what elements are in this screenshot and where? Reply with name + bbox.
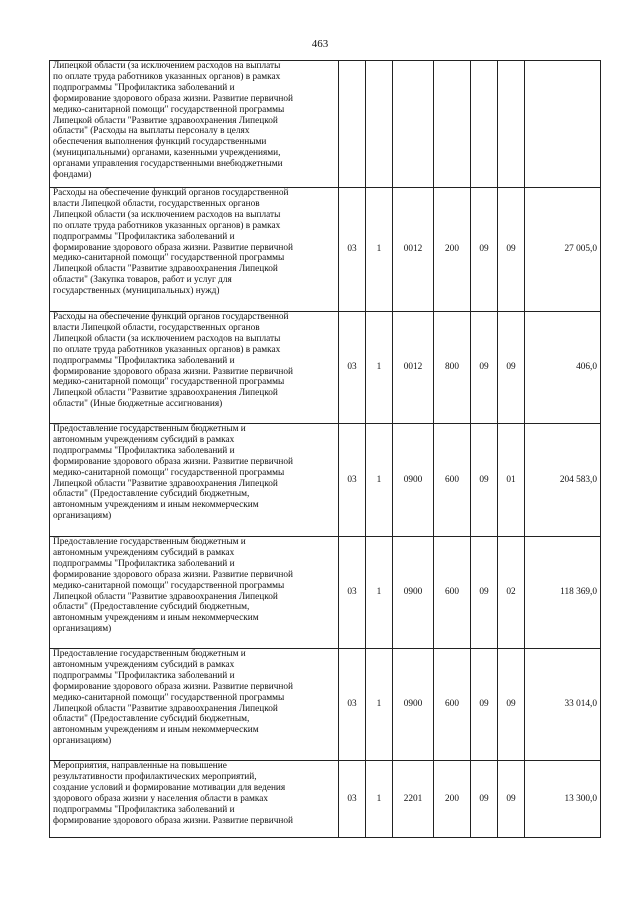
subprogram-code-cell: 0900 bbox=[393, 537, 434, 649]
description-line: формирование здорового образа жизни. Развитие первичной bbox=[53, 569, 293, 580]
description-line: автономным учреждениям и иным некоммерческим bbox=[53, 613, 259, 624]
subsection-cell: 09 bbox=[498, 649, 525, 761]
description-line: формирование здорового образа жизни. Развитие первичной bbox=[53, 93, 293, 104]
description-line: органами управления государственными внебюджетными bbox=[53, 159, 283, 170]
row-description bbox=[50, 537, 339, 649]
description-line: по оплате труда работников указанных органов) в рамках bbox=[53, 71, 281, 82]
subprogram-code-cell: 2201 bbox=[393, 761, 434, 838]
subsection-cell: 01 bbox=[498, 424, 525, 537]
description-line: обеспечения выполнения функций государственными bbox=[53, 137, 267, 148]
description-line: подпрограммы "Профилактика заболеваний и bbox=[53, 445, 235, 456]
section-cell bbox=[471, 61, 498, 188]
program-code-cell: 1 bbox=[366, 537, 393, 649]
description-line: Липецкой области "Развитие здравоохранения Липецкой bbox=[53, 388, 278, 399]
description-line: здорового образа жизни у населения области в рамках bbox=[53, 793, 269, 804]
description-line: подпрограммы "Профилактика заболеваний и bbox=[53, 82, 235, 93]
table-row bbox=[50, 188, 601, 312]
description-line: медико-санитарной помощи" государственной программы bbox=[53, 692, 285, 703]
admin-code-cell: 03 bbox=[339, 649, 366, 761]
subprogram-code-cell: 0012 bbox=[393, 188, 434, 312]
table-row bbox=[50, 61, 601, 188]
description-line: Предоставление государственным бюджетным и bbox=[53, 424, 246, 434]
description-line: создание условий и формирование мотивации для ведения bbox=[53, 782, 286, 793]
description-line: фондами) bbox=[53, 170, 92, 181]
description-line: автономным учреждениям субсидий в рамках bbox=[53, 547, 235, 558]
subsection-cell: 02 bbox=[498, 537, 525, 649]
description-line: (муниципальными) органами, казенными учреждениями, bbox=[53, 148, 281, 159]
description-line: власти Липецкой области, государственных органов bbox=[53, 322, 260, 333]
description-line: Предоставление государственным бюджетным и bbox=[53, 537, 246, 547]
row-description bbox=[50, 424, 339, 537]
amount-cell: 33 014,0 bbox=[525, 649, 601, 761]
expense-type-cell: 600 bbox=[434, 649, 471, 761]
description-line: Липецкой области "Развитие здравоохранения Липецкой bbox=[53, 115, 278, 126]
description-line: автономным учреждениям субсидий в рамках bbox=[53, 659, 235, 670]
section-cell: 09 bbox=[471, 188, 498, 312]
description-line: формирование здорового образа жизни. Развитие первичной bbox=[53, 815, 293, 826]
amount-cell bbox=[525, 61, 601, 188]
row-description bbox=[50, 188, 339, 312]
description-line: подпрограммы "Профилактика заболеваний и bbox=[53, 231, 235, 242]
description-line: Липецкой области "Развитие здравоохранения Липецкой bbox=[53, 478, 278, 489]
description-line: формирование здорового образа жизни. Развитие первичной bbox=[53, 366, 293, 377]
expense-type-cell: 200 bbox=[434, 761, 471, 838]
description-line: медико-санитарной помощи" государственной программы bbox=[53, 580, 285, 591]
description-line: подпрограммы "Профилактика заболеваний и bbox=[53, 558, 235, 569]
amount-cell: 204 583,0 bbox=[525, 424, 601, 537]
section-cell: 09 bbox=[471, 761, 498, 838]
program-code-cell: 1 bbox=[366, 761, 393, 838]
section-cell: 09 bbox=[471, 649, 498, 761]
description-line: области" (Иные бюджетные ассигнования) bbox=[53, 399, 223, 410]
section-cell: 09 bbox=[471, 424, 498, 537]
subprogram-code-cell bbox=[393, 61, 434, 188]
subprogram-code-cell: 0012 bbox=[393, 312, 434, 424]
description-line: медико-санитарной помощи" государственной программы bbox=[53, 104, 285, 115]
expense-type-cell: 600 bbox=[434, 424, 471, 537]
description-line: подпрограммы "Профилактика заболеваний и bbox=[53, 670, 235, 681]
description-line: организациям) bbox=[53, 624, 112, 635]
description-line: Липецкой области "Развитие здравоохранения Липецкой bbox=[53, 703, 278, 714]
description-line: Липецкой области "Развитие здравоохранения Липецкой bbox=[53, 591, 278, 602]
program-code-cell: 1 bbox=[366, 312, 393, 424]
budget-table bbox=[49, 60, 601, 838]
description-line: результативности профилактических мероприятий, bbox=[53, 771, 257, 782]
program-code-cell: 1 bbox=[366, 188, 393, 312]
description-line: Липецкой области (за исключением расходов на выплаты bbox=[53, 209, 281, 220]
admin-code-cell: 03 bbox=[339, 312, 366, 424]
description-line: области" (Закупка товаров, работ и услуг для bbox=[53, 275, 232, 286]
subprogram-code-cell: 0900 bbox=[393, 649, 434, 761]
table-row bbox=[50, 424, 601, 537]
admin-code-cell: 03 bbox=[339, 537, 366, 649]
table-row bbox=[50, 649, 601, 761]
description-line: Расходы на обеспечение функций органов государственной bbox=[53, 188, 289, 198]
amount-cell: 406,0 bbox=[525, 312, 601, 424]
program-code-cell: 1 bbox=[366, 649, 393, 761]
admin-code-cell: 03 bbox=[339, 188, 366, 312]
expense-type-cell: 200 bbox=[434, 188, 471, 312]
description-line: области" (Предоставление субсидий бюджетным, bbox=[53, 714, 250, 725]
program-code-cell bbox=[366, 61, 393, 188]
admin-code-cell: 03 bbox=[339, 761, 366, 838]
page-number: 463 bbox=[311, 38, 329, 50]
description-line: власти Липецкой области, государственных органов bbox=[53, 198, 260, 209]
description-line: Расходы на обеспечение функций органов государственной bbox=[53, 312, 289, 322]
description-line: формирование здорового образа жизни. Развитие первичной bbox=[53, 456, 293, 467]
description-line: автономным учреждениям и иным некоммерческим bbox=[53, 500, 259, 511]
description-line: подпрограммы "Профилактика заболеваний и bbox=[53, 355, 235, 366]
description-line: Липецкой области (за исключением расходов на выплаты bbox=[53, 61, 281, 71]
description-line: автономным учреждениям субсидий в рамках bbox=[53, 434, 235, 445]
subsection-cell: 09 bbox=[498, 312, 525, 424]
table-row bbox=[50, 312, 601, 424]
description-line: области" (Предоставление субсидий бюджетным, bbox=[53, 602, 250, 613]
subsection-cell bbox=[498, 61, 525, 188]
description-line: формирование здорового образа жизни. Развитие первичной bbox=[53, 242, 293, 253]
description-line: организациям) bbox=[53, 736, 112, 747]
description-line: области" (Расходы на выплаты персоналу в целях bbox=[53, 126, 250, 137]
expense-type-cell: 800 bbox=[434, 312, 471, 424]
description-line: по оплате труда работников указанных органов) в рамках bbox=[53, 344, 281, 355]
description-line: Мероприятия, направленные на повышение bbox=[53, 761, 227, 771]
section-cell: 09 bbox=[471, 312, 498, 424]
description-line: формирование здорового образа жизни. Развитие первичной bbox=[53, 681, 293, 692]
subsection-cell: 09 bbox=[498, 761, 525, 838]
description-line: медико-санитарной помощи" государственной программы bbox=[53, 253, 285, 264]
admin-code-cell: 03 bbox=[339, 424, 366, 537]
amount-cell: 118 369,0 bbox=[525, 537, 601, 649]
row-description bbox=[50, 312, 339, 424]
expense-type-cell bbox=[434, 61, 471, 188]
subprogram-code-cell: 0900 bbox=[393, 424, 434, 537]
admin-code-cell bbox=[339, 61, 366, 188]
description-line: медико-санитарной помощи" государственной программы bbox=[53, 377, 285, 388]
table-row bbox=[50, 537, 601, 649]
description-line: Липецкой области "Развитие здравоохранения Липецкой bbox=[53, 264, 278, 275]
description-line: Предоставление государственным бюджетным и bbox=[53, 649, 246, 659]
row-description bbox=[50, 61, 339, 188]
description-line: области" (Предоставление субсидий бюджетным, bbox=[53, 489, 250, 500]
row-description bbox=[50, 649, 339, 761]
table-row bbox=[50, 761, 601, 838]
description-line: автономным учреждениям и иным некоммерческим bbox=[53, 725, 259, 736]
expense-type-cell: 600 bbox=[434, 537, 471, 649]
description-line: организациям) bbox=[53, 511, 112, 522]
description-line: по оплате труда работников указанных органов) в рамках bbox=[53, 220, 281, 231]
subsection-cell: 09 bbox=[498, 188, 525, 312]
description-line: медико-санитарной помощи" государственной программы bbox=[53, 467, 285, 478]
description-line: государственных (муниципальных) нужд) bbox=[53, 286, 220, 297]
description-line: подпрограммы "Профилактика заболеваний и bbox=[53, 804, 235, 815]
section-cell: 09 bbox=[471, 537, 498, 649]
program-code-cell: 1 bbox=[366, 424, 393, 537]
amount-cell: 27 005,0 bbox=[525, 188, 601, 312]
description-line: Липецкой области (за исключением расходов на выплаты bbox=[53, 333, 281, 344]
amount-cell: 13 300,0 bbox=[525, 761, 601, 838]
row-description bbox=[50, 761, 339, 838]
